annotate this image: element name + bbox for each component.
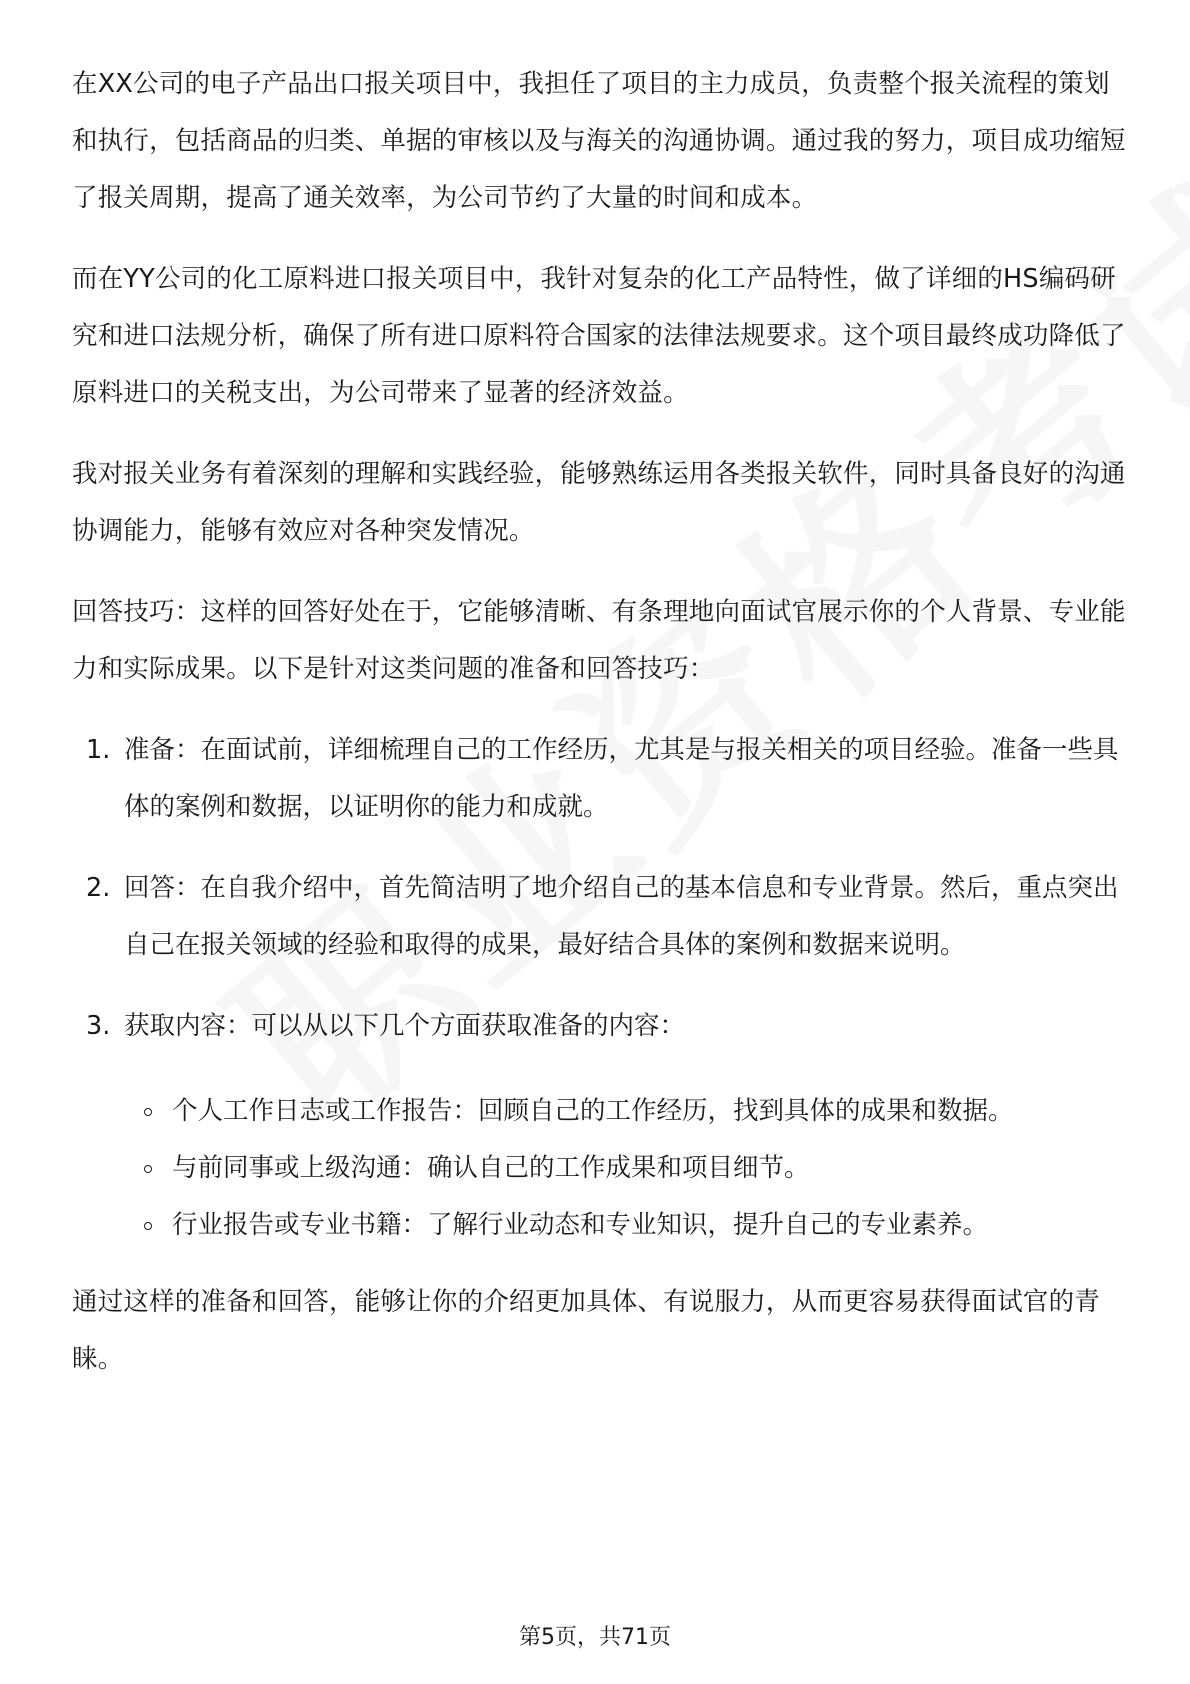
- paragraph-skills: 我对报关业务有着深刻的理解和实践经验，能够熟练运用各类报关软件，同时具备良好的沟通协调能力，能够有效应对各种突发情况。: [72, 459, 1126, 546]
- document-body: [72, 56, 1132, 1412]
- list-item: [72, 722, 1132, 836]
- list-item: [72, 998, 1132, 1055]
- hollow-circle-bullet-icon: [144, 1108, 152, 1116]
- content-sources-list: [72, 1083, 1132, 1254]
- hollow-circle-bullet-icon: [144, 1222, 152, 1230]
- list-item-text: 获取内容：可以从以下几个方面获取准备的内容：: [124, 1011, 686, 1041]
- paragraph-yy-project: 而在YY公司的化工原料进口报关项目中，我针对复杂的化工产品特性，做了详细的HS编码研究和进口法规分析，确保了所有进口原料符合国家的法律法规要求。这个项目最终成功降低了原料进口的关税支出，为公司带来了显著的经济效益。: [72, 264, 1126, 408]
- list-item-text: 行业报告或专业书籍：了解行业动态和专业知识，提升自己的专业素养。: [172, 1210, 989, 1240]
- paragraph-xx-project: 在XX公司的电子产品出口报关项目中，我担任了项目的主力成员，负责整个报关流程的策划和执行，包括商品的归类、单据的审核以及与海关的沟通协调。通过我的努力，项目成功缩短了报关周期，提高了通关效率，为公司节约了大量的时间和成本。: [72, 69, 1126, 213]
- list-item: [72, 1197, 1072, 1254]
- list-number: 1.: [86, 735, 111, 765]
- list-item-text: 与前同事或上级沟通：确认自己的工作成果和项目细节。: [172, 1153, 810, 1183]
- paragraph-closing: 通过这样的准备和回答，能够让你的介绍更加具体、有说服力，从而更容易获得面试官的青睐。: [72, 1287, 1101, 1374]
- list-item: [72, 1083, 1072, 1140]
- tips-ordered-list: [72, 722, 1132, 1055]
- list-item-text: 回答：在自我介绍中，首先简洁明了地介绍自己的基本信息和专业背景。然后，重点突出自己在报关领域的经验和取得的成果，最好结合具体的案例和数据来说明。: [124, 873, 1119, 960]
- hollow-circle-bullet-icon: [144, 1165, 152, 1173]
- list-item: [72, 1140, 1072, 1197]
- list-item-text: 个人工作日志或工作报告：回顾自己的工作经历，找到具体的成果和数据。: [172, 1096, 1014, 1126]
- list-item-text: 准备：在面试前，详细梳理自己的工作经历，尤其是与报关相关的项目经验。准备一些具体的案例和数据，以证明你的能力和成就。: [124, 735, 1119, 822]
- paragraph-answer-tips: 回答技巧：这样的回答好处在于，它能够清晰、有条理地向面试官展示你的个人背景、专业能力和实际成果。以下是针对这类问题的准备和回答技巧：: [72, 597, 1126, 684]
- list-number: 3.: [86, 1011, 111, 1041]
- list-number: 2.: [86, 873, 111, 903]
- list-item: [72, 860, 1132, 974]
- page-number-footer: 第5页，共71页: [519, 1625, 671, 1650]
